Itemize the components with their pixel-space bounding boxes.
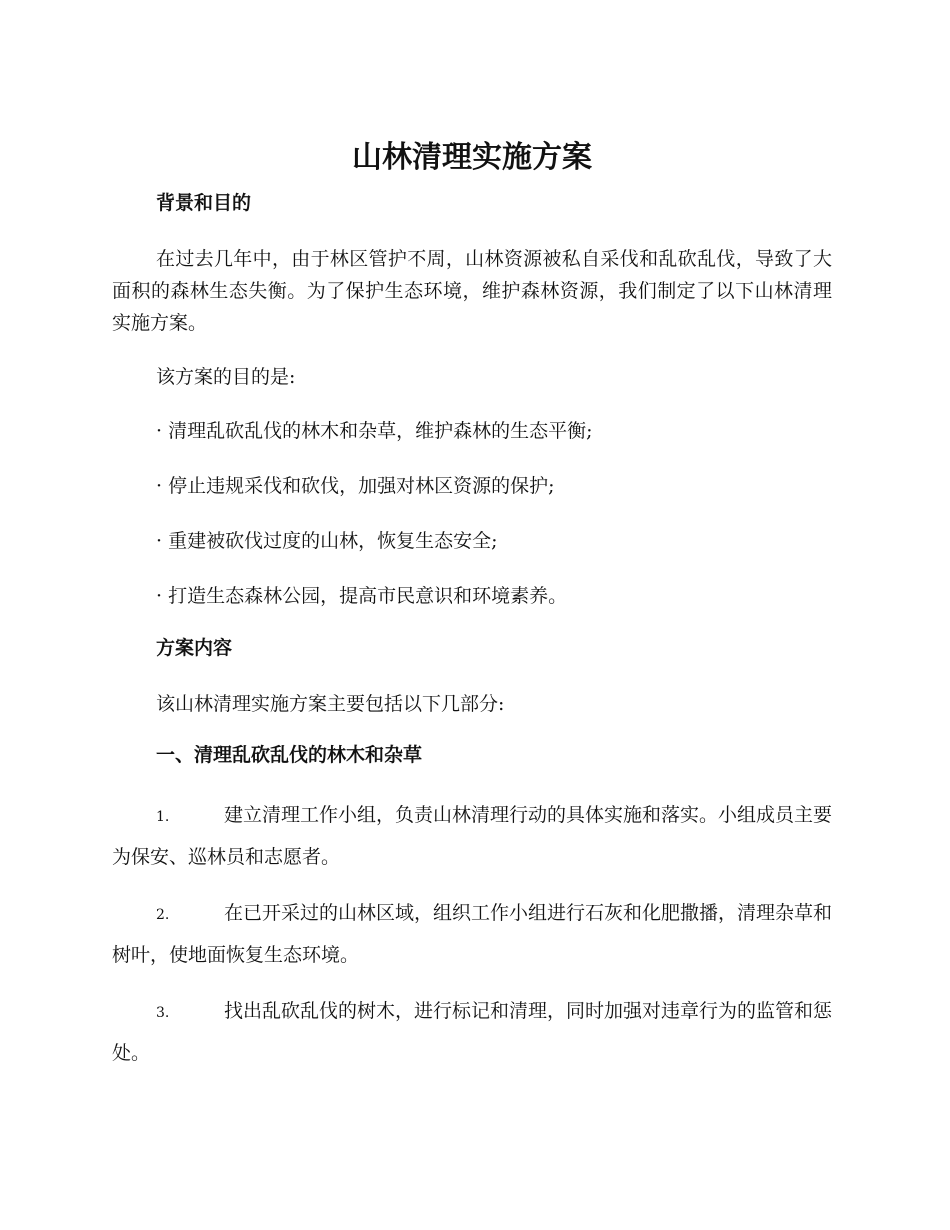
- numbered-item-3: [112, 991, 832, 1073]
- document-title: 山林清理实施方案: [352, 140, 592, 175]
- item-number: 2.: [156, 907, 170, 923]
- section-heading-content: 方案内容: [156, 637, 233, 659]
- item-number: 1.: [156, 809, 170, 825]
- content-intro: 该山林清理实施方案主要包括以下几部分:: [156, 693, 505, 715]
- part1-heading: 一、清理乱砍乱伐的林木和杂草: [156, 744, 423, 766]
- item-text: 建立清理工作小组，负责山林清理行动的具体实施和落实。小组成员主要为保安、巡林员和志愿者。: [112, 804, 833, 868]
- bullet-item: · 打造生态森林公园，提高市民意识和环境素养。: [156, 585, 568, 607]
- bullet-item: · 停止违规采伐和砍伐，加强对林区资源的保护;: [156, 475, 555, 497]
- section-heading-background: 背景和目的: [156, 192, 252, 214]
- document-page: [112, 140, 832, 1089]
- bullet-item: · 重建被砍伐过度的山林，恢复生态安全;: [156, 530, 498, 552]
- item-text: 找出乱砍乱伐的树木，进行标记和清理，同时加强对违章行为的监管和惩处。: [112, 1000, 833, 1064]
- item-number: 3.: [156, 1005, 170, 1021]
- numbered-item-2: [112, 893, 832, 975]
- numbered-item-1: [112, 795, 832, 877]
- item-text: 在已开采过的山林区域，组织工作小组进行石灰和化肥撒播，清理杂草和树叶，使地面恢复生态环境。: [112, 902, 833, 966]
- background-paragraph: 在过去几年中，由于林区管护不周，山林资源被私自采伐和乱砍乱伐，导致了大面积的森林生态失衡。为了保护生态环境，维护森林资源，我们制定了以下山林清理实施方案。: [112, 248, 832, 334]
- purpose-intro: 该方案的目的是:: [156, 366, 296, 388]
- bullet-item: · 清理乱砍乱伐的林木和杂草，维护森林的生态平衡;: [156, 420, 593, 442]
